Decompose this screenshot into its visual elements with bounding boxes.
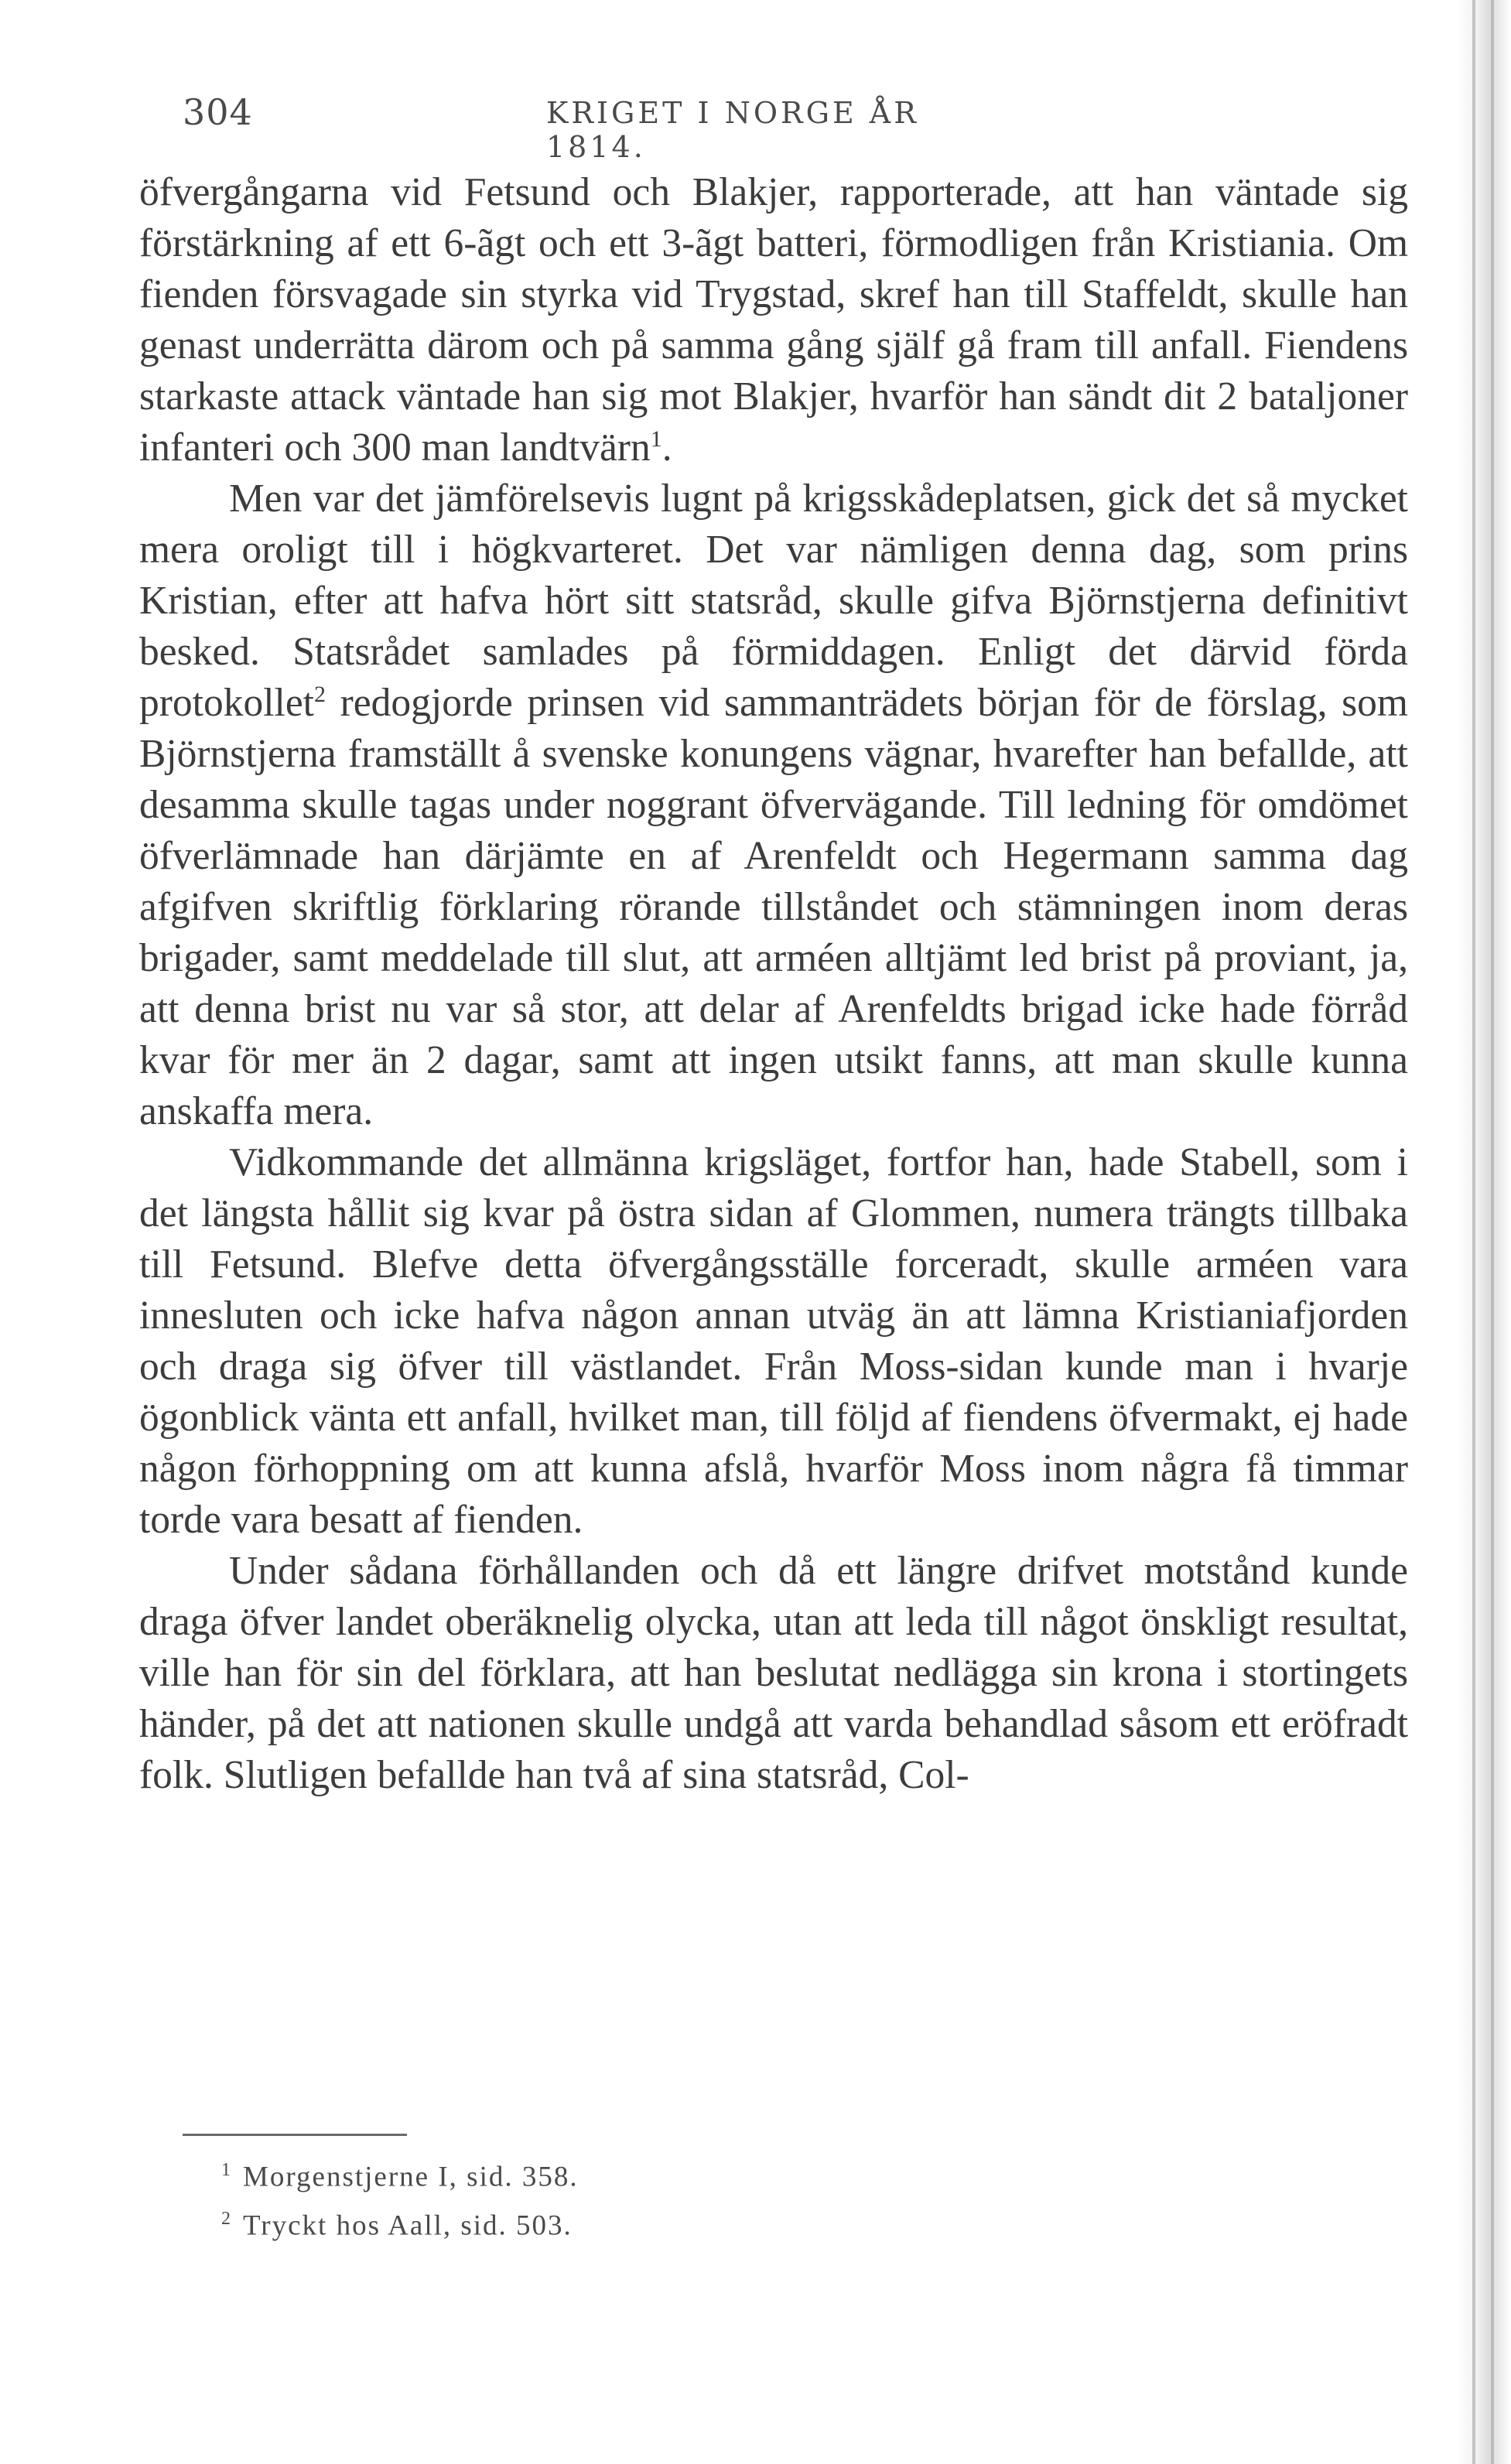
footnote-ref-1: 1 [650, 425, 662, 452]
page-number: 304 [183, 91, 253, 133]
paragraph-1-text: öfvergångarna vid Fetsund och Blakjer, rapporterade, att han väntade sig förstärkning af ett 6-ãgt och ett 3-ãgt batteri, förmodligen från Kristiania. Om fienden försvagade sin styrka vid Trygstad, skref han till Staffeldt, skulle han genast underrätta därom och på samma gång själf gå fram till anfall. Fiendens starkaste attack väntade han sig mot Blakjer, hvarför han sändt dit 2 bataljoner infanteri och 300 man landtvärn [139, 170, 1408, 470]
running-title: KRIGET I NORGE ÅR 1814. [546, 96, 919, 164]
footnote-text-1: Morgenstjerne I, sid. 358. [243, 2161, 579, 2193]
page-edge-line [1491, 0, 1494, 2464]
footnotes [221, 2149, 918, 2247]
footnote-2 [221, 2198, 918, 2247]
paragraph-2-text-b: redogjorde prinsen vid sammanträdets början för de förslag, som Björnstjerna framställt å svenske konungens vägnar, hvarefter han befallde, att desamma skulle tagas under noggrant öfvervägande. Till ledning för omdömet öfverlämnade han därjämte en af Arenfeldt och Hegermann samma dag afgifven skriftlig förklaring rörande tillståndet och stämningen inom deras brigader, samt meddelade till slut, att arméen alltjämt led brist på proviant, ja, att denna brist nu var så stor, att delar af Arenfeldts brigad icke hade förråd kvar för mer än 2 dagar, samt att ingen utsikt fanns, att man skulle kunna anskaffa mera. [139, 681, 1408, 1133]
page-edge-shadow [1457, 0, 1511, 2464]
footnote-ref-2: 2 [314, 681, 326, 707]
paragraph-1 [139, 167, 1408, 473]
footnote-rule [183, 2134, 407, 2136]
paragraph-1-end: . [661, 425, 672, 470]
footnote-mark-2: 2 [221, 2209, 232, 2230]
page-edge-line [1472, 0, 1475, 2464]
footnote-1 [221, 2149, 918, 2198]
footnote-mark-1: 1 [221, 2160, 232, 2180]
footnote-text-2: Tryckt hos Aall, sid. 503. [243, 2209, 573, 2242]
paragraph-2-text-a: Men var det jämförelsevis lugnt på krigsskådeplatsen, gick det så mycket mera oroligt till i högkvarteret. Det var nämligen denna dag, som prins Kristian, efter att hafva hört sitt statsråd, skulle gifva Björnstjerna definitivt besked. Statsrådet samlades på förmiddagen. Enligt det därvid förda protokollet [139, 477, 1408, 725]
page-header [183, 91, 1026, 164]
paragraph-3: Vidkommande det allmänna krigsläget, fortfor han, hade Stabell, som i det längsta hållit sig kvar på östra sidan af Glommen, numera trängts tillbaka till Fetsund. Blefve detta öfvergångsställe forceradt, skulle arméen vara innesluten och icke hafva någon annan utväg än att lämna Kristianiafjorden och draga sig öfver till västlandet. Från Moss-sidan kunde man i hvarje ögonblick vänta ett anfall, hvilket man, till följd af fiendens öfvermakt, ej hade någon förhoppning om att kunna afslå, hvarför Moss inom några få timmar torde vara besatt af fienden. [139, 1140, 1408, 1542]
paragraph-4: Under sådana förhållanden och då ett längre drifvet motstånd kunde draga öfver landet oberäknelig olycka, utan att leda till något önskligt resultat, ville han för sin del förklara, att han beslutat nedlägga sin krona i stortingets händer, på det att nationen skulle undgå att varda behandlad såsom ett eröfradt folk. Slutligen befallde han två af sina statsråd, Col- [139, 1549, 1408, 1797]
paragraph-2 [139, 473, 1408, 1137]
body-text [139, 167, 1408, 1801]
